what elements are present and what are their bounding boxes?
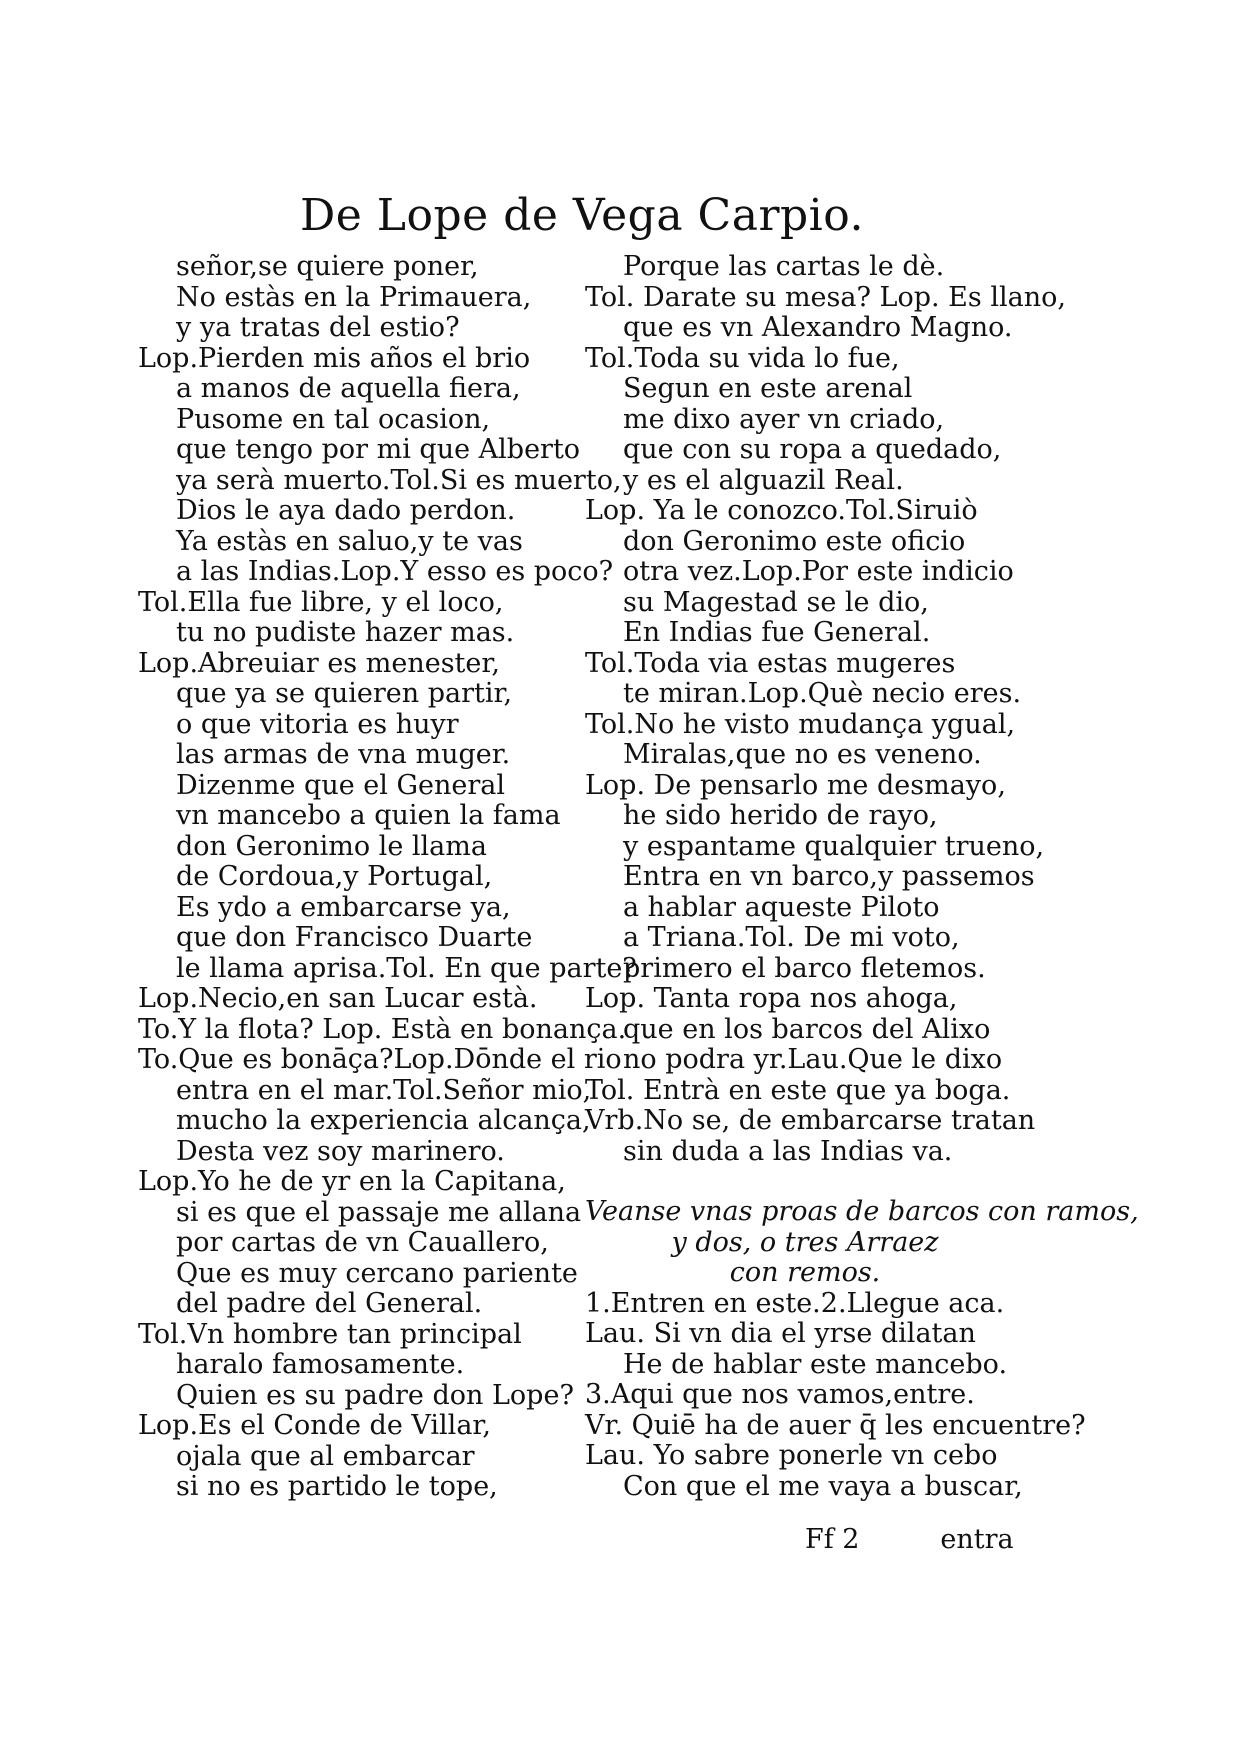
verse-line: Lop.Necio,en san Lucar està. — [138, 983, 538, 1014]
verse-line: Desta vez soy marinero. — [176, 1135, 505, 1167]
verse-line: Dizenme que el General — [176, 769, 506, 801]
verse-line: por cartas de vn Cauallero, — [176, 1227, 549, 1258]
verse-line: Que es muy cercano pariente — [176, 1257, 578, 1289]
verse-line: Lop.Abreuiar es menester, — [138, 647, 500, 679]
verse-line: Lop. De pensarlo me desmayo, — [585, 769, 1006, 801]
verse-line: Vrb.No se, de embarcarse tratan — [585, 1105, 1036, 1136]
verse-line: si es que el passaje me allana — [176, 1196, 582, 1228]
verse-line: tu no pudiste hazer mas. — [176, 617, 515, 648]
verse-line: y dos, o tres Arraez — [671, 1226, 939, 1258]
verse-line: Miralas,que no es veneno. — [623, 739, 982, 770]
verse-line: que con su ropa a quedado, — [623, 434, 1002, 465]
verse-line: entra en el mar.Tol.Señor mio, — [176, 1074, 592, 1106]
verse-line: Lau. Si vn dia el yrse dilatan — [585, 1318, 976, 1349]
verse-line: Con que el me vaya a buscar, — [623, 1470, 1023, 1502]
verse-line: primero el barco fletemos. — [623, 952, 986, 984]
verse-line: En Indias fue General. — [623, 617, 931, 648]
verse-line: Porque las cartas le dè. — [623, 251, 945, 282]
verse-line: Dios le aya dado perdon. — [176, 495, 516, 526]
catchword: entra — [940, 1524, 1014, 1555]
verse-line: me dixo ayer vn criado, — [623, 403, 945, 435]
verse-line: otra vez.Lop.Por este indicio — [623, 556, 1014, 587]
verse-line: que tengo por mi que Alberto — [176, 434, 581, 465]
page-footer — [805, 1522, 1015, 1558]
verse-line: Ya estàs en saluo,y te vas — [176, 525, 523, 557]
verse-line: y es el alguazil Real. — [623, 464, 904, 496]
verse-line: Lop.Yo he de yr en la Capitana, — [138, 1166, 566, 1197]
verse-line: Veanse vnas proas de barcos con ramos, — [585, 1196, 1139, 1227]
verse-line: haralo famosamente. — [176, 1349, 465, 1380]
verse-line: con remos. — [729, 1257, 881, 1288]
verse-line: Tol.Ella fue libre, y el loco, — [138, 586, 504, 618]
verse-line: 3.Aqui que nos vamos,entre. — [585, 1379, 975, 1410]
verse-line: ya serà muerto.Tol.Si es muerto, — [176, 464, 622, 496]
verse-line: 1.Entren en este.2.Llegue aca. — [585, 1287, 1005, 1319]
verse-line: don Geronimo este oficio — [623, 525, 966, 557]
verse-line: Lop. Tanta ropa nos ahoga, — [585, 983, 958, 1014]
verse-line: Tol. Darate su mesa? Lop. Es llano, — [585, 281, 1066, 313]
running-head: De Lope de Vega Carpio. — [300, 190, 864, 241]
verse-line: que es vn Alexandro Magno. — [623, 312, 1013, 343]
verse-line: que don Francisco Duarte — [176, 922, 533, 953]
verse-line: Lop. Ya le conozco.Tol.Siruiò — [585, 495, 978, 526]
verse-line: don Geronimo le llama — [176, 830, 487, 862]
verse-line: mucho la experiencia alcança, — [176, 1105, 591, 1136]
verse-line: y ya tratas del estio? — [176, 312, 460, 343]
verse-line: Tol.No he visto mudança ygual, — [585, 708, 1016, 740]
verse-line: que ya se quieren partir, — [176, 678, 513, 709]
verse-line: las armas de vna muger. — [176, 739, 511, 770]
verse-line: señor,se quiere poner, — [176, 251, 479, 282]
left-text-column — [138, 251, 637, 1503]
verse-line: Segun en este arenal — [623, 373, 913, 404]
verse-line: To.Y la flota? Lop. Està en bonança. — [138, 1013, 627, 1045]
verse-line: que en los barcos del Alixo — [623, 1013, 991, 1045]
right-text-column — [585, 251, 1139, 1502]
verse-line: no podra yr.Lau.Que le dixo — [623, 1044, 1003, 1075]
signature-mark: Ff 2 — [805, 1524, 860, 1555]
verse-line: Tol.Toda via estas mugeres — [585, 647, 956, 679]
verse-line: Tol. Entrà en este que ya boga. — [585, 1074, 1011, 1106]
verse-line: a las Indias.Lop.Y esso es poco? — [176, 556, 614, 587]
verse-line: Quien es su padre don Lope? — [176, 1379, 574, 1411]
verse-line: a hablar aqueste Piloto — [623, 891, 940, 923]
verse-line: o que vitoria es huyr — [176, 708, 459, 740]
verse-line: Pusome en tal ocasion, — [176, 403, 491, 435]
verse-line: vn mancebo a quien la fama — [176, 800, 561, 831]
verse-line: y espantame qualquier trueno, — [623, 830, 1045, 862]
verse-line: a Triana.Tol. De mi voto, — [623, 922, 960, 953]
line-gap — [585, 1167, 1025, 1197]
verse-line: Lop.Es el Conde de Villar, — [138, 1410, 491, 1441]
verse-line: Es ydo a embarcarse ya, — [176, 891, 511, 923]
verse-line: de Cordoua,y Portugal, — [176, 861, 493, 892]
verse-line: Lop.Pierden mis años el brio — [138, 342, 531, 374]
verse-line: del padre del General. — [176, 1288, 483, 1319]
verse-line: le llama aprisa.Tol. En que parte? — [176, 952, 637, 984]
verse-line: a manos de aquella fiera, — [176, 373, 521, 404]
verse-line: si no es partido le tope, — [176, 1471, 498, 1502]
verse-line: Entra en vn barco,y passemos — [623, 861, 1035, 892]
verse-line: he sido herido de rayo, — [623, 800, 938, 831]
verse-line: sin duda a las Indias va. — [623, 1135, 953, 1167]
verse-line: Lau. Yo sabre ponerle vn cebo — [585, 1440, 998, 1471]
verse-line: Tol.Toda su vida lo fue, — [585, 342, 900, 374]
verse-line: su Magestad se le dio, — [623, 586, 929, 618]
verse-line: te miran.Lop.Què necio eres. — [623, 678, 1022, 709]
verse-line: He de hablar este mancebo. — [623, 1348, 1008, 1380]
verse-line: Vr. Quiē ha de auer q̄ les encuentre? — [585, 1409, 1086, 1441]
verse-line: No estàs en la Primauera, — [176, 281, 532, 313]
verse-line: ojala que al embarcar — [176, 1440, 475, 1472]
verse-line: Tol.Vn hombre tan principal — [138, 1318, 522, 1350]
verse-line: To.Que es bonāça?Lop.Dōnde el rio — [138, 1044, 622, 1075]
